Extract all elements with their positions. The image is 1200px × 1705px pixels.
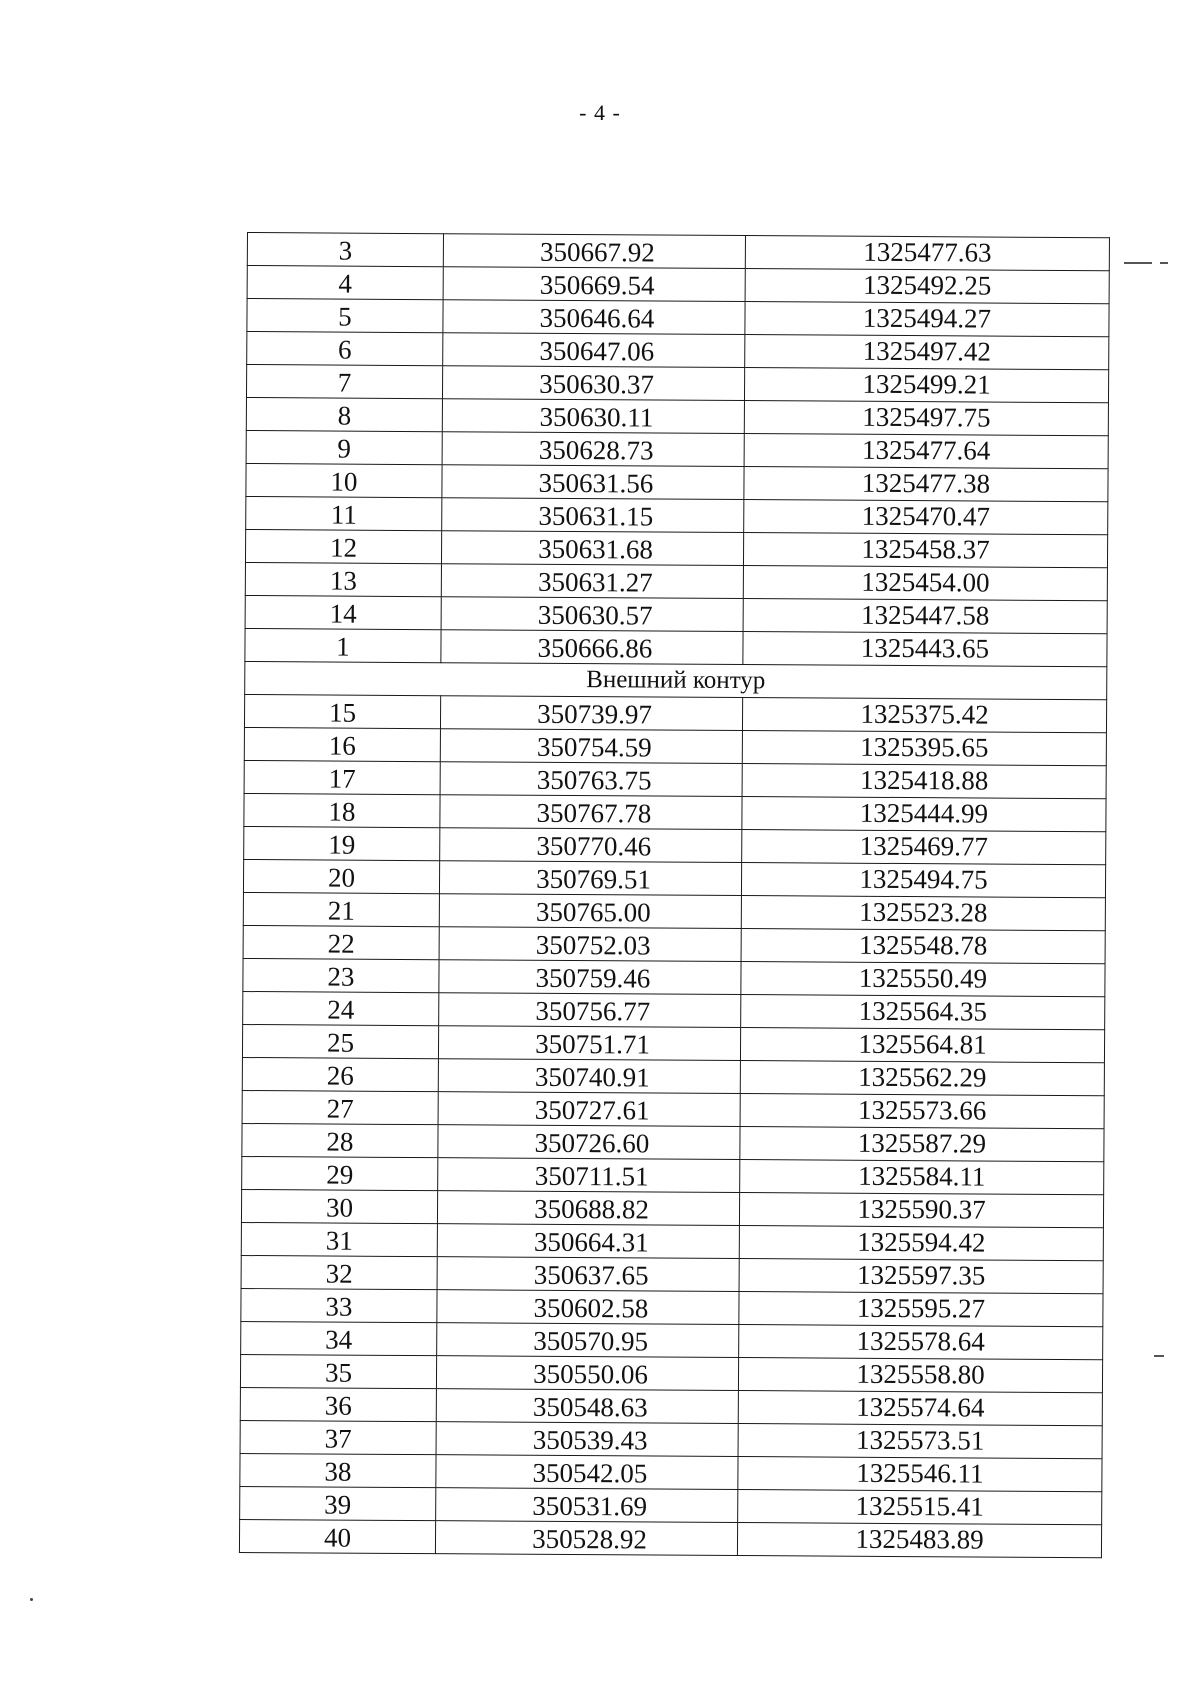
- table-row: [246, 463, 1108, 501]
- y-coordinate-cell: 1325574.64: [738, 1391, 1102, 1426]
- point-number-cell: 18: [244, 793, 440, 827]
- table-row: [247, 332, 1109, 370]
- y-coordinate-cell: 1325494.75: [741, 863, 1105, 898]
- x-coordinate-cell: 350726.60: [438, 1125, 740, 1160]
- x-coordinate-cell: 350630.37: [442, 366, 744, 401]
- x-coordinate-cell: 350646.64: [443, 300, 745, 335]
- y-coordinate-cell: 1325558.80: [738, 1358, 1102, 1393]
- x-coordinate-cell: 350669.54: [443, 267, 745, 302]
- x-coordinate-cell: 350711.51: [438, 1158, 740, 1193]
- y-coordinate-cell: 1325483.89: [737, 1523, 1101, 1558]
- table-row: [247, 233, 1109, 271]
- table-row: [245, 628, 1107, 666]
- x-coordinate-cell: 350630.57: [441, 597, 743, 632]
- point-number-cell: 10: [246, 463, 442, 497]
- table-row: [246, 365, 1108, 403]
- point-number-cell: 24: [243, 991, 439, 1025]
- y-coordinate-cell: 1325395.65: [742, 731, 1106, 766]
- y-coordinate-cell: 1325469.77: [742, 830, 1106, 865]
- x-coordinate-cell: 350765.00: [439, 894, 741, 929]
- point-number-cell: 29: [242, 1156, 438, 1190]
- table-row: [242, 1057, 1104, 1095]
- point-number-cell: 40: [239, 1519, 435, 1553]
- x-coordinate-cell: 350539.43: [436, 1422, 738, 1457]
- table-row: [246, 496, 1108, 534]
- table-row: [242, 1156, 1104, 1194]
- table-row: [241, 1255, 1103, 1293]
- y-coordinate-cell: 1325597.35: [739, 1259, 1103, 1294]
- y-coordinate-cell: 1325546.11: [738, 1457, 1102, 1492]
- inner-contour-rows: [245, 233, 1110, 667]
- y-coordinate-cell: 1325497.42: [745, 335, 1109, 370]
- x-coordinate-cell: 350647.06: [443, 333, 745, 368]
- table-row: [241, 1189, 1103, 1227]
- x-coordinate-cell: 350631.27: [441, 564, 743, 599]
- y-coordinate-cell: 1325499.21: [744, 368, 1108, 403]
- x-coordinate-cell: 350637.65: [437, 1257, 739, 1292]
- x-coordinate-cell: 350688.82: [437, 1191, 739, 1226]
- point-number-cell: 14: [245, 595, 441, 629]
- point-number-cell: 33: [241, 1288, 437, 1322]
- y-coordinate-cell: 1325494.27: [745, 302, 1109, 337]
- speck: [30, 1598, 33, 1601]
- margin-mark: [1160, 262, 1168, 264]
- point-number-cell: 5: [247, 299, 443, 333]
- y-coordinate-cell: 1325578.64: [739, 1325, 1103, 1360]
- point-number-cell: 4: [247, 266, 443, 300]
- x-coordinate-cell: 350631.15: [442, 498, 744, 533]
- y-coordinate-cell: 1325548.78: [741, 929, 1105, 964]
- table-row: [240, 1486, 1102, 1524]
- coordinates-table: [239, 232, 1110, 1558]
- x-coordinate-cell: 350752.03: [439, 927, 741, 962]
- y-coordinate-cell: 1325590.37: [739, 1193, 1103, 1228]
- x-coordinate-cell: 350542.05: [436, 1455, 738, 1490]
- x-coordinate-cell: 350550.06: [436, 1356, 738, 1391]
- x-coordinate-cell: 350759.46: [439, 960, 741, 995]
- table-row: [242, 1123, 1104, 1161]
- table-row: [247, 299, 1109, 337]
- x-coordinate-cell: 350631.56: [442, 465, 744, 500]
- point-number-cell: 3: [247, 233, 443, 267]
- table-row: [246, 430, 1108, 468]
- y-coordinate-cell: 1325573.51: [738, 1424, 1102, 1459]
- y-coordinate-cell: 1325564.35: [741, 995, 1105, 1030]
- point-number-cell: 13: [245, 562, 441, 596]
- table-row: [242, 1090, 1104, 1128]
- y-coordinate-cell: 1325443.65: [743, 632, 1107, 667]
- page-number: - 4 -: [579, 100, 621, 125]
- x-coordinate-cell: 350751.71: [438, 1026, 740, 1061]
- point-number-cell: 1: [245, 628, 441, 662]
- point-number-cell: 15: [244, 694, 440, 728]
- y-coordinate-cell: 1325444.99: [742, 797, 1106, 832]
- y-coordinate-cell: 1325523.28: [741, 896, 1105, 931]
- table-row: [244, 727, 1106, 765]
- point-number-cell: 23: [243, 958, 439, 992]
- point-number-cell: 32: [241, 1255, 437, 1289]
- y-coordinate-cell: 1325375.42: [742, 698, 1106, 733]
- table-row: [239, 1519, 1101, 1557]
- table-row: [241, 1222, 1103, 1260]
- y-coordinate-cell: 1325470.47: [744, 500, 1108, 535]
- point-number-cell: 25: [242, 1024, 438, 1058]
- table-row: [242, 1024, 1104, 1062]
- x-coordinate-cell: 350528.92: [435, 1521, 737, 1556]
- x-coordinate-cell: 350664.31: [437, 1224, 739, 1259]
- outer-contour-rows: [239, 694, 1106, 1557]
- y-coordinate-cell: 1325562.29: [740, 1061, 1104, 1096]
- point-number-cell: 20: [243, 859, 439, 893]
- point-number-cell: 6: [247, 332, 443, 366]
- y-coordinate-cell: 1325492.25: [745, 269, 1109, 304]
- table-row: [245, 562, 1107, 600]
- point-number-cell: 26: [242, 1057, 438, 1091]
- y-coordinate-cell: 1325454.00: [743, 566, 1107, 601]
- x-coordinate-cell: 350763.75: [440, 762, 742, 797]
- table-row: [241, 1288, 1103, 1326]
- x-coordinate-cell: 350756.77: [439, 993, 741, 1028]
- table-row: [245, 529, 1107, 567]
- y-coordinate-cell: 1325477.38: [744, 467, 1108, 502]
- point-number-cell: 22: [243, 925, 439, 959]
- x-coordinate-cell: 350770.46: [440, 828, 742, 863]
- y-coordinate-cell: 1325515.41: [738, 1490, 1102, 1525]
- table-row: [240, 1453, 1102, 1491]
- point-number-cell: 21: [243, 892, 439, 926]
- table-row: [243, 991, 1105, 1029]
- x-coordinate-cell: 350667.92: [443, 234, 745, 269]
- x-coordinate-cell: 350630.11: [442, 399, 744, 434]
- point-number-cell: 31: [241, 1222, 437, 1256]
- x-coordinate-cell: 350570.95: [437, 1323, 739, 1358]
- point-number-cell: 39: [240, 1486, 436, 1520]
- y-coordinate-cell: 1325573.66: [740, 1094, 1104, 1129]
- x-coordinate-cell: 350531.69: [436, 1488, 738, 1523]
- table-row: [244, 694, 1106, 732]
- point-number-cell: 17: [244, 760, 440, 794]
- table-row: [244, 760, 1106, 798]
- margin-mark: [1154, 1355, 1164, 1357]
- point-number-cell: 16: [244, 727, 440, 761]
- point-number-cell: 34: [241, 1321, 437, 1355]
- y-coordinate-cell: 1325497.75: [744, 401, 1108, 436]
- section-header: [245, 661, 1107, 699]
- x-coordinate-cell: 350767.78: [440, 795, 742, 830]
- x-coordinate-cell: 350727.61: [438, 1092, 740, 1127]
- point-number-cell: 36: [240, 1387, 436, 1421]
- x-coordinate-cell: 350628.73: [442, 432, 744, 467]
- y-coordinate-cell: 1325587.29: [740, 1127, 1104, 1162]
- y-coordinate-cell: 1325595.27: [739, 1292, 1103, 1327]
- y-coordinate-cell: 1325447.58: [743, 599, 1107, 634]
- y-coordinate-cell: 1325550.49: [741, 962, 1105, 997]
- table-row: [240, 1387, 1102, 1425]
- x-coordinate-cell: 350754.59: [440, 729, 742, 764]
- x-coordinate-cell: 350548.63: [436, 1389, 738, 1424]
- y-coordinate-cell: 1325584.11: [740, 1160, 1104, 1195]
- point-number-cell: 9: [246, 430, 442, 464]
- x-coordinate-cell: 350666.86: [441, 630, 743, 665]
- point-number-cell: 11: [246, 496, 442, 530]
- point-number-cell: 19: [244, 826, 440, 860]
- y-coordinate-cell: 1325477.64: [744, 434, 1108, 469]
- table-row: [243, 958, 1105, 996]
- x-coordinate-cell: 350769.51: [439, 861, 741, 896]
- point-number-cell: 30: [241, 1189, 437, 1223]
- point-number-cell: 8: [246, 397, 442, 431]
- table-row: [240, 1354, 1102, 1392]
- table-row: [244, 826, 1106, 864]
- table-row: [244, 793, 1106, 831]
- margin-mark: [1124, 262, 1152, 264]
- point-number-cell: 38: [240, 1453, 436, 1487]
- y-coordinate-cell: 1325458.37: [743, 533, 1107, 568]
- point-number-cell: 28: [242, 1123, 438, 1157]
- x-coordinate-cell: 350631.68: [441, 531, 743, 566]
- point-number-cell: 37: [240, 1420, 436, 1454]
- point-number-cell: 7: [246, 365, 442, 399]
- point-number-cell: 35: [240, 1354, 436, 1388]
- x-coordinate-cell: 350739.97: [440, 696, 742, 731]
- table-row: [246, 397, 1108, 435]
- table-row: [240, 1420, 1102, 1458]
- table-row: [241, 1321, 1103, 1359]
- point-number-cell: 27: [242, 1090, 438, 1124]
- y-coordinate-cell: 1325418.88: [742, 764, 1106, 799]
- y-coordinate-cell: 1325477.63: [745, 236, 1109, 271]
- point-number-cell: 12: [245, 529, 441, 563]
- y-coordinate-cell: 1325594.42: [739, 1226, 1103, 1261]
- section-title: Внешний контур: [245, 661, 1107, 699]
- table-row: [243, 925, 1105, 963]
- table-row: [245, 595, 1107, 633]
- x-coordinate-cell: 350740.91: [438, 1059, 740, 1094]
- section-row: [245, 661, 1107, 699]
- table-row: [247, 266, 1109, 304]
- x-coordinate-cell: 350602.58: [437, 1290, 739, 1325]
- y-coordinate-cell: 1325564.81: [740, 1028, 1104, 1063]
- table-row: [243, 859, 1105, 897]
- table-row: [243, 892, 1105, 930]
